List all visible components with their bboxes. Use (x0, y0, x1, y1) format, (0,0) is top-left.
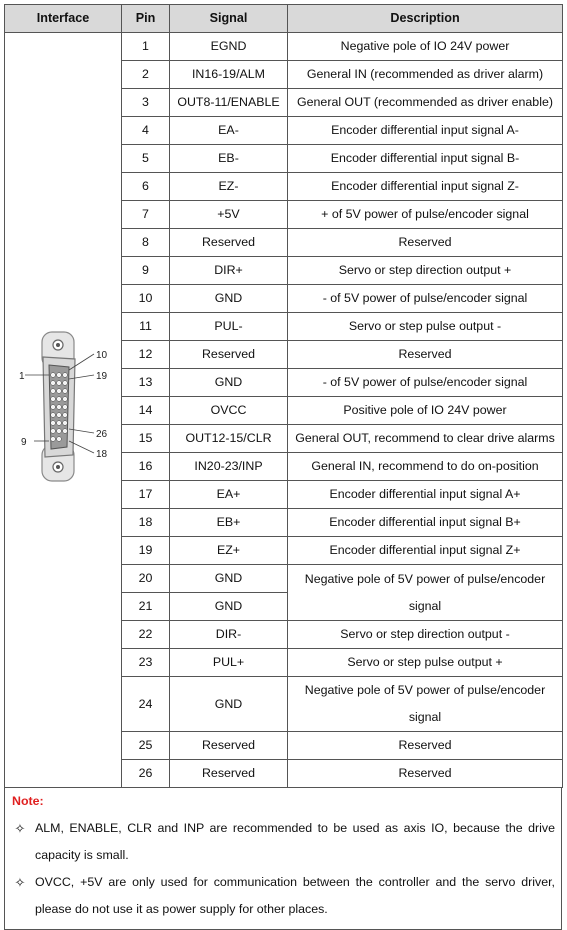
description-line: Negative pole of 5V power of pulse/encoder (304, 571, 546, 586)
signal-name: GND (170, 285, 288, 313)
pin-number: 19 (122, 537, 170, 565)
signal-description: Reserved (288, 732, 563, 760)
signal-name: EA+ (170, 481, 288, 509)
connector-pin (57, 396, 62, 401)
header-description: Description (288, 5, 563, 33)
note-text: ALM, ENABLE, CLR and INP are recommended to be used as axis IO, because the drive capacity is small. (35, 821, 555, 862)
pin-label-26: 26 (96, 428, 108, 440)
signal-description: Encoder differential input signal B+ (288, 509, 563, 537)
signal-description: Servo or step pulse output + (288, 649, 563, 677)
signal-description: Encoder differential input signal A- (288, 117, 563, 145)
pin-number: 2 (122, 61, 170, 89)
note-title: Note: (12, 794, 44, 808)
pin-number: 7 (122, 201, 170, 229)
signal-description: + of 5V power of pulse/encoder signal (288, 201, 563, 229)
pin-number: 18 (122, 509, 170, 537)
signal-name: +5V (170, 201, 288, 229)
signal-description: Encoder differential input signal A+ (288, 481, 563, 509)
pin-label-18: 18 (96, 448, 108, 460)
signal-description: Encoder differential input signal Z- (288, 173, 563, 201)
pin-number: 21 (122, 593, 170, 621)
connector-pin (57, 436, 62, 441)
bullet-icon: ✧ (14, 821, 26, 836)
bullet-icon: ✧ (14, 875, 26, 890)
connector-pin (63, 404, 68, 409)
signal-name: EZ- (170, 173, 288, 201)
signal-description: General OUT, recommend to clear drive alarms (288, 425, 563, 453)
connector-pin (51, 372, 56, 377)
connector-pins (51, 372, 68, 441)
pin-number: 25 (122, 732, 170, 760)
signal-name: GND (170, 369, 288, 397)
signal-name: PUL- (170, 313, 288, 341)
signal-description (288, 565, 563, 621)
table-row (5, 33, 563, 61)
pin-number: 24 (122, 677, 170, 732)
signal-name: GND (170, 677, 288, 732)
signal-name: GND (170, 565, 288, 593)
connector-pin (51, 420, 56, 425)
signal-description: Negative pole of IO 24V power (288, 33, 563, 61)
note-item (5, 815, 561, 869)
pin-label-1: 1 (19, 370, 25, 382)
description-line: Negative pole of 5V power of pulse/encoder (304, 683, 546, 697)
pin-label-9: 9 (21, 436, 27, 448)
note-text: OVCC, +5V are only used for communication between the controller and the servo driver, please do not use it as power supply for other places. (35, 875, 555, 916)
db26-connector-diagram (5, 37, 122, 774)
signal-description: General IN, recommend to do on-position (288, 453, 563, 481)
pin-number: 3 (122, 89, 170, 117)
signal-name: Reserved (170, 341, 288, 369)
signal-name: OUT8-11/ENABLE (170, 89, 288, 117)
pin-number: 16 (122, 453, 170, 481)
connector-pin (51, 396, 56, 401)
header-interface: Interface (5, 5, 122, 33)
connector-diagram-cell (5, 33, 122, 788)
signal-name: Reserved (170, 229, 288, 257)
connector-pin (51, 404, 56, 409)
table-header-row (5, 5, 563, 33)
pin-number: 13 (122, 369, 170, 397)
connector-pin (51, 436, 56, 441)
note-section (4, 788, 562, 930)
signal-name: OUT12-15/CLR (170, 425, 288, 453)
pin-number: 12 (122, 341, 170, 369)
signal-description: Encoder differential input signal Z+ (288, 537, 563, 565)
connector-pin (51, 388, 56, 393)
connector-pin (63, 428, 68, 433)
signal-name: IN16-19/ALM (170, 61, 288, 89)
signal-name: Reserved (170, 760, 288, 788)
top-screw-center (56, 343, 60, 347)
signal-description: Servo or step direction output + (288, 257, 563, 285)
connector-pin (57, 372, 62, 377)
header-pin: Pin (122, 5, 170, 33)
pin-number: 6 (122, 173, 170, 201)
pin-number: 5 (122, 145, 170, 173)
connector-pin (63, 412, 68, 417)
connector-pin (51, 412, 56, 417)
signal-name: PUL+ (170, 649, 288, 677)
connector-pin (51, 380, 56, 385)
header-signal: Signal (170, 5, 288, 33)
connector-pin (57, 412, 62, 417)
pin-number: 11 (122, 313, 170, 341)
connector-pin (51, 428, 56, 433)
signal-description: Reserved (288, 341, 563, 369)
connector-pin (57, 420, 62, 425)
pin-number: 4 (122, 117, 170, 145)
signal-description: Reserved (288, 760, 563, 788)
signal-description: Encoder differential input signal B- (288, 145, 563, 173)
note-item (5, 869, 561, 923)
signal-description: Reserved (288, 229, 563, 257)
signal-description: Servo or step direction output - (288, 621, 563, 649)
pin-label-19: 19 (96, 370, 108, 382)
pin-number: 20 (122, 565, 170, 593)
connector-pin (57, 388, 62, 393)
pin-definition-table (4, 4, 563, 788)
signal-description: Positive pole of IO 24V power (288, 397, 563, 425)
signal-description: - of 5V power of pulse/encoder signal (288, 369, 563, 397)
connector-pin (57, 380, 62, 385)
connector-pin (63, 380, 68, 385)
pin-number: 26 (122, 760, 170, 788)
connector-pin (57, 404, 62, 409)
pin-number: 10 (122, 285, 170, 313)
signal-name: EB- (170, 145, 288, 173)
connector-pin (57, 428, 62, 433)
pin-number: 15 (122, 425, 170, 453)
pin-number: 22 (122, 621, 170, 649)
signal-name: EZ+ (170, 537, 288, 565)
bottom-screw-center (56, 465, 60, 469)
signal-name: Reserved (170, 732, 288, 760)
signal-name: EA- (170, 117, 288, 145)
connector-pin (63, 372, 68, 377)
pin-number: 1 (122, 33, 170, 61)
signal-name: OVCC (170, 397, 288, 425)
pin-number: 8 (122, 229, 170, 257)
pin-number: 17 (122, 481, 170, 509)
signal-name: DIR- (170, 621, 288, 649)
pin-label-10: 10 (96, 349, 108, 361)
signal-description (288, 677, 563, 732)
connector-pin (63, 420, 68, 425)
description-line: signal (408, 710, 442, 724)
signal-name: IN20-23/INP (170, 453, 288, 481)
pin-number: 14 (122, 397, 170, 425)
connector-pin (63, 396, 68, 401)
signal-name: EGND (170, 33, 288, 61)
pin-number: 23 (122, 649, 170, 677)
signal-description: - of 5V power of pulse/encoder signal (288, 285, 563, 313)
signal-name: EB+ (170, 509, 288, 537)
signal-description: Servo or step pulse output - (288, 313, 563, 341)
description-line: signal (408, 598, 442, 613)
signal-description: General OUT (recommended as driver enable) (288, 89, 563, 117)
signal-description: General IN (recommended as driver alarm) (288, 61, 563, 89)
pin-table-container (4, 4, 562, 930)
signal-name: GND (170, 593, 288, 621)
pin-number: 9 (122, 257, 170, 285)
connector-pin (63, 388, 68, 393)
signal-name: DIR+ (170, 257, 288, 285)
